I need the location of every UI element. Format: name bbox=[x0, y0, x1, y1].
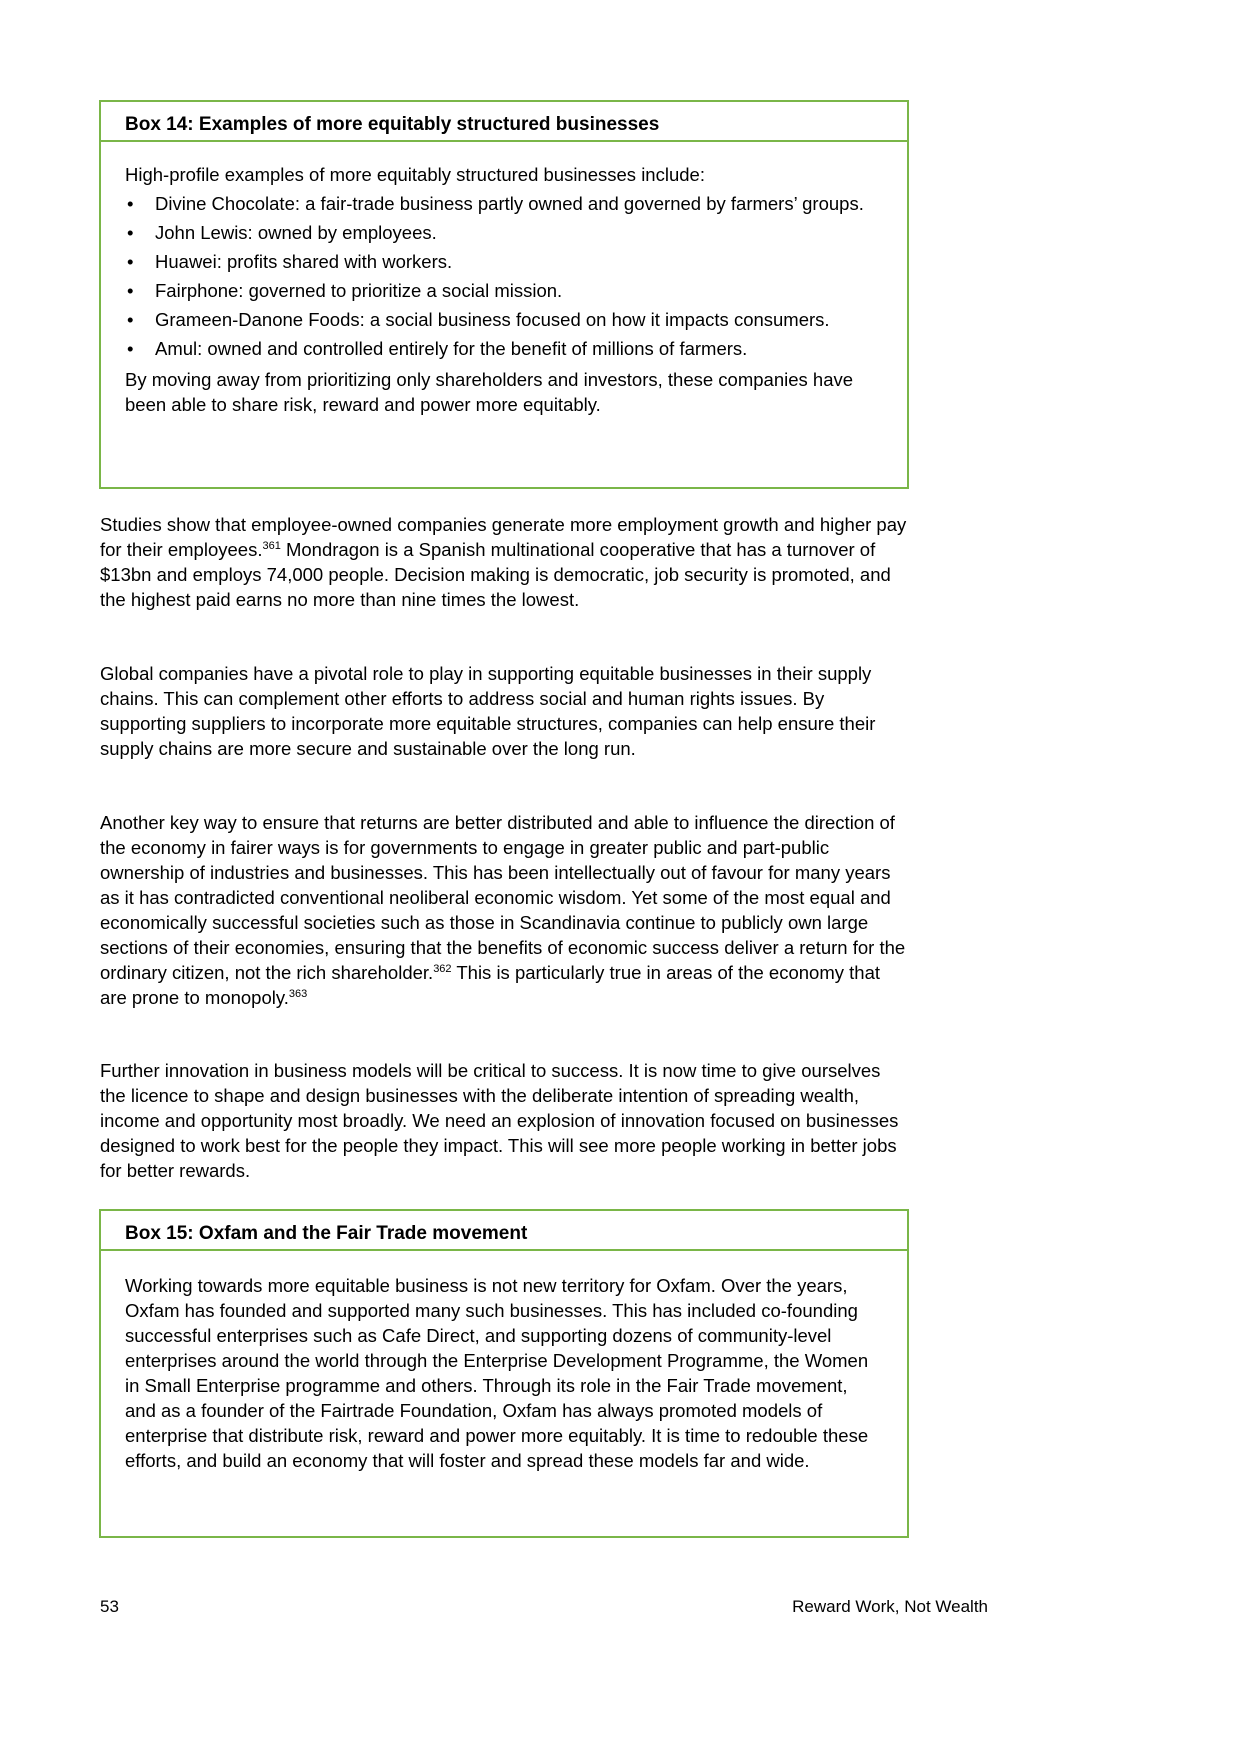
box-14-title: Box 14: Examples of more equitably structured businesses bbox=[101, 102, 907, 142]
paragraph-text: Studies show that employee-owned companies generate more employment growth and higher pay for their employees. bbox=[100, 514, 907, 560]
list-item: • Divine Chocolate: a fair-trade business partly owned and governed by farmers’ groups. bbox=[125, 191, 883, 216]
box-14-body bbox=[101, 142, 907, 427]
box-14-closing: By moving away from prioritizing only shareholders and investors, these companies have been able to share risk, reward and power more equitably. bbox=[125, 369, 854, 415]
document-title: Reward Work, Not Wealth bbox=[792, 1597, 988, 1616]
box-14-list bbox=[125, 191, 883, 361]
paragraph-public-ownership bbox=[100, 810, 910, 1010]
paragraph-text: Mondragon is a Spanish multinational cooperative that has a turnover of $13bn and employs 74,000 people. Decision making is democratic, job security is promoted, and the highest paid earns no more than nine times the lowest. bbox=[100, 539, 891, 610]
paragraph-text: This is particularly true in areas of the economy that are prone to monopoly. bbox=[100, 962, 880, 1008]
footnote-ref: 361 bbox=[262, 540, 281, 552]
page-number: 53 bbox=[100, 1597, 119, 1616]
list-item: • Huawei: profits shared with workers. bbox=[125, 249, 883, 274]
footnote-ref: 362 bbox=[433, 963, 452, 975]
list-item: • Amul: owned and controlled entirely for the benefit of millions of farmers. bbox=[125, 336, 883, 361]
box-15-body bbox=[101, 1251, 907, 1483]
list-item: • John Lewis: owned by employees. bbox=[125, 220, 883, 245]
list-item: • Fairphone: governed to prioritize a social mission. bbox=[125, 278, 883, 303]
footnote-ref: 363 bbox=[288, 988, 308, 1000]
paragraph-global-companies: Global companies have a pivotal role to play in supporting equitable businesses in their supply chains. This can complement other efforts to address social and human rights issues. By supporting suppliers to incorporate more equitable structures, companies can help ensure their supply chains are more secure and sustainable over the long run. bbox=[100, 663, 876, 759]
paragraph-innovation: Further innovation in business models will be critical to success. It is now time to give ourselves the licence to shape and design businesses with the deliberate intention of spreading wealth, income and opportunity most broadly. We need an explosion of innovation focused on businesses designed to work best for the people they impact. This will see more people working in better jobs for better rewards. bbox=[100, 1060, 899, 1181]
list-item: • Grameen-Danone Foods: a social business focused on how it impacts consumers. bbox=[125, 307, 883, 332]
box-14-intro: High-profile examples of more equitably structured businesses include: bbox=[125, 164, 705, 185]
box-14 bbox=[99, 100, 909, 489]
box-15-text: Working towards more equitable business is not new territory for Oxfam. Over the years, Oxfam has founded and supported many such businesses. This has included co-founding successful enterprises such as Cafe Direct, and supporting dozens of community-level enterprises around the world through the Enterprise Development Programme, the Women in Small Enterprise programme and others. Through its role in the Fair Trade movement, and as a founder of the Fairtrade Foundation, Oxfam has always promoted models of enterprise that distribute risk, reward and power more equitably. It is time to redouble these efforts, and build an economy that will foster and spread these models far and wide. bbox=[125, 1275, 869, 1471]
paragraph-employee-owned bbox=[100, 512, 910, 612]
paragraph-text: Another key way to ensure that returns are better distributed and able to influence the direction of the economy in fairer ways is for governments to engage in greater public and part-public ownership of industries and businesses. This has been intellectually out of favour for many years as it has contradicted conventional neoliberal economic wisdom. Yet some of the most equal and economically successful societies such as those in Scandinavia continue to publicly own large sections of their economies, ensuring that the benefits of economic success deliver a return for the ordinary citizen, not the rich shareholder. bbox=[100, 812, 906, 983]
box-15-title: Box 15: Oxfam and the Fair Trade movement bbox=[101, 1211, 907, 1251]
box-15 bbox=[99, 1209, 909, 1538]
